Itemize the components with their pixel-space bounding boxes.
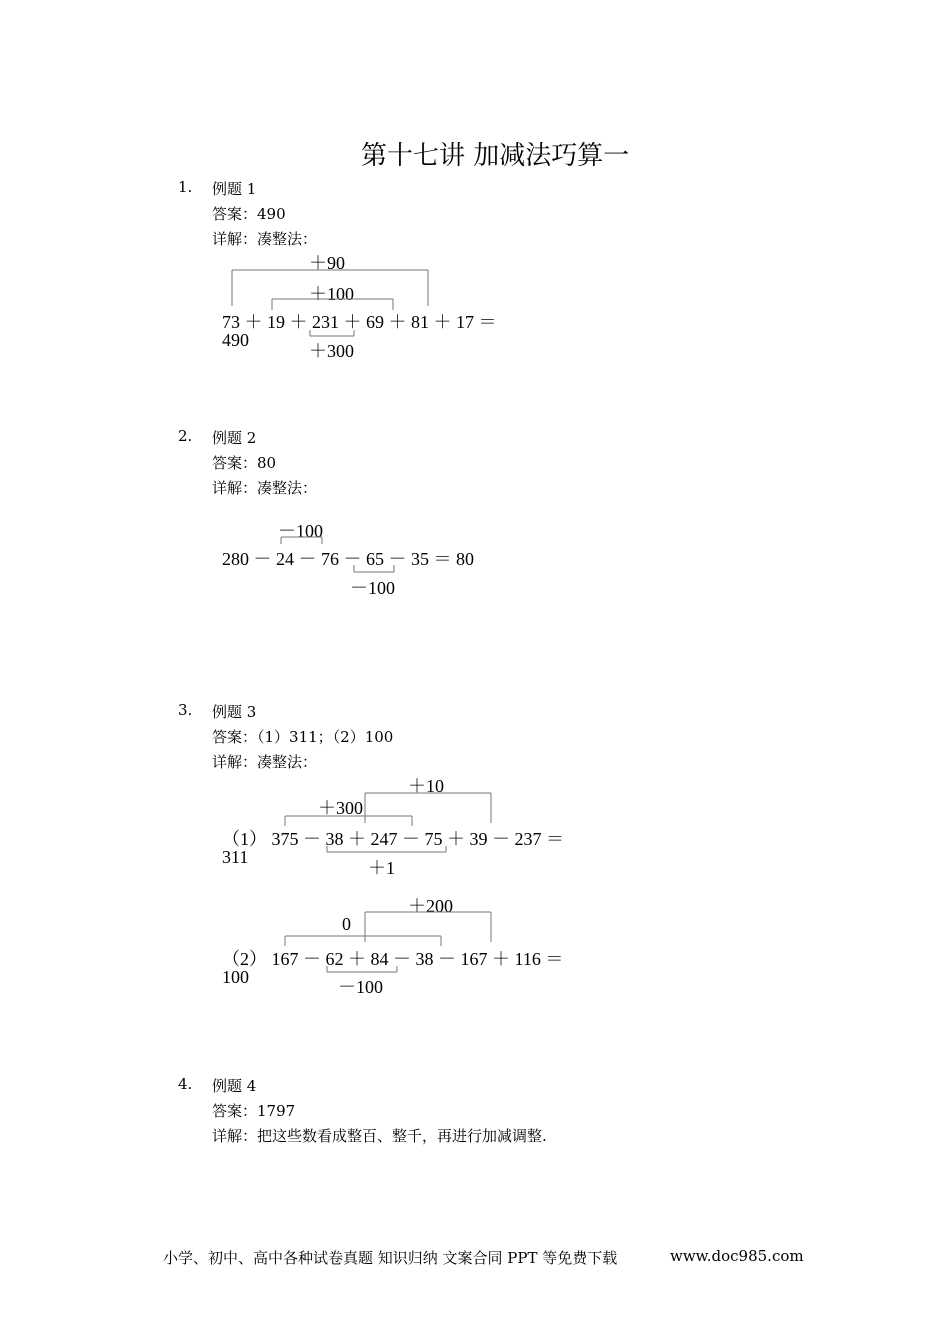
problem-1-annotation-plus100: ＋100	[309, 284, 354, 304]
footer-text: 小学、初中、高中各种试卷真题 知识归纳 文案合同 PPT 等免费下载	[163, 1249, 618, 1267]
problem-2-number: 2.	[178, 427, 193, 445]
p3-part2-bracket-zero	[285, 936, 441, 946]
problem-1-annotation-plus90: ＋90	[309, 253, 345, 273]
problem-3-answer: 答案：（1）311；（2）100	[212, 728, 394, 746]
problem-3-part1-result: 311	[222, 847, 249, 867]
problem-1-heading: 例题 1	[212, 180, 257, 198]
p1-bracket-plus90	[232, 270, 428, 306]
problem-3-explain: 详解：凑整法：	[212, 753, 318, 771]
problem-3-part1-annotation-plus10: ＋10	[408, 776, 444, 796]
problem-4-heading: 例题 4	[212, 1077, 257, 1095]
problem-3-part1-annotation-plus1: ＋1	[368, 858, 395, 878]
problem-2-heading: 例题 2	[212, 429, 257, 447]
page-title: 第十七讲 加减法巧算一	[361, 141, 630, 171]
problem-3-part2-annotation-plus200: ＋200	[408, 896, 453, 916]
problem-3-part2-equation: （2） 167 － 62 ＋ 84 － 38 － 167 ＋ 116 ＝	[222, 949, 564, 969]
footer-link[interactable]: www.doc985.com	[670, 1247, 804, 1265]
problem-4-number: 4.	[178, 1075, 193, 1093]
problem-2-explain: 详解：凑整法：	[212, 479, 318, 497]
p3-part1-bracket-plus1	[327, 846, 446, 852]
p3-part2-bracket-minus100	[327, 966, 397, 972]
problem-2-annotation-top: －100	[278, 521, 323, 541]
problem-3-part1-equation: （1） 375 － 38 ＋ 247 － 75 ＋ 39 － 237 ＝	[222, 829, 564, 849]
p1-bracket-plus300	[310, 330, 354, 336]
problem-3-number: 3.	[178, 701, 193, 719]
problem-2-annotation-bottom: －100	[350, 578, 395, 598]
p3-part1-bracket-plus300	[285, 816, 412, 826]
problem-4-answer: 答案：1797	[212, 1102, 296, 1120]
problem-4-explain: 详解：把这些数看成整百、整千，再进行加减调整.	[212, 1127, 547, 1145]
p1-bracket-plus100	[272, 299, 393, 310]
problem-3-part1-annotation-plus300: ＋300	[318, 798, 363, 818]
problem-2-answer: 答案：80	[212, 454, 277, 472]
p2-bracket-bottom	[354, 565, 394, 572]
p2-bracket-top	[281, 537, 322, 544]
problem-1-annotation-plus300: ＋300	[309, 341, 354, 361]
problem-3-heading: 例题 3	[212, 703, 257, 721]
p3-part2-bracket-plus200	[365, 912, 491, 942]
problem-1-equation: 73 ＋ 19 ＋ 231 ＋ 69 ＋ 81 ＋ 17 ＝	[222, 312, 497, 332]
problem-1-result: 490	[222, 330, 249, 350]
problem-1-explain: 详解：凑整法：	[212, 230, 318, 248]
problem-3-part2-result: 100	[222, 967, 249, 987]
problem-1-answer: 答案：490	[212, 205, 286, 223]
problem-2-equation: 280 － 24 － 76 － 65 － 35 ＝ 80	[222, 549, 474, 569]
problem-1-number: 1.	[178, 178, 193, 196]
problem-3-part2-annotation-minus100: －100	[338, 977, 383, 997]
p3-part1-bracket-plus10	[365, 793, 491, 823]
problem-3-part2-annotation-zero: 0	[342, 914, 351, 934]
